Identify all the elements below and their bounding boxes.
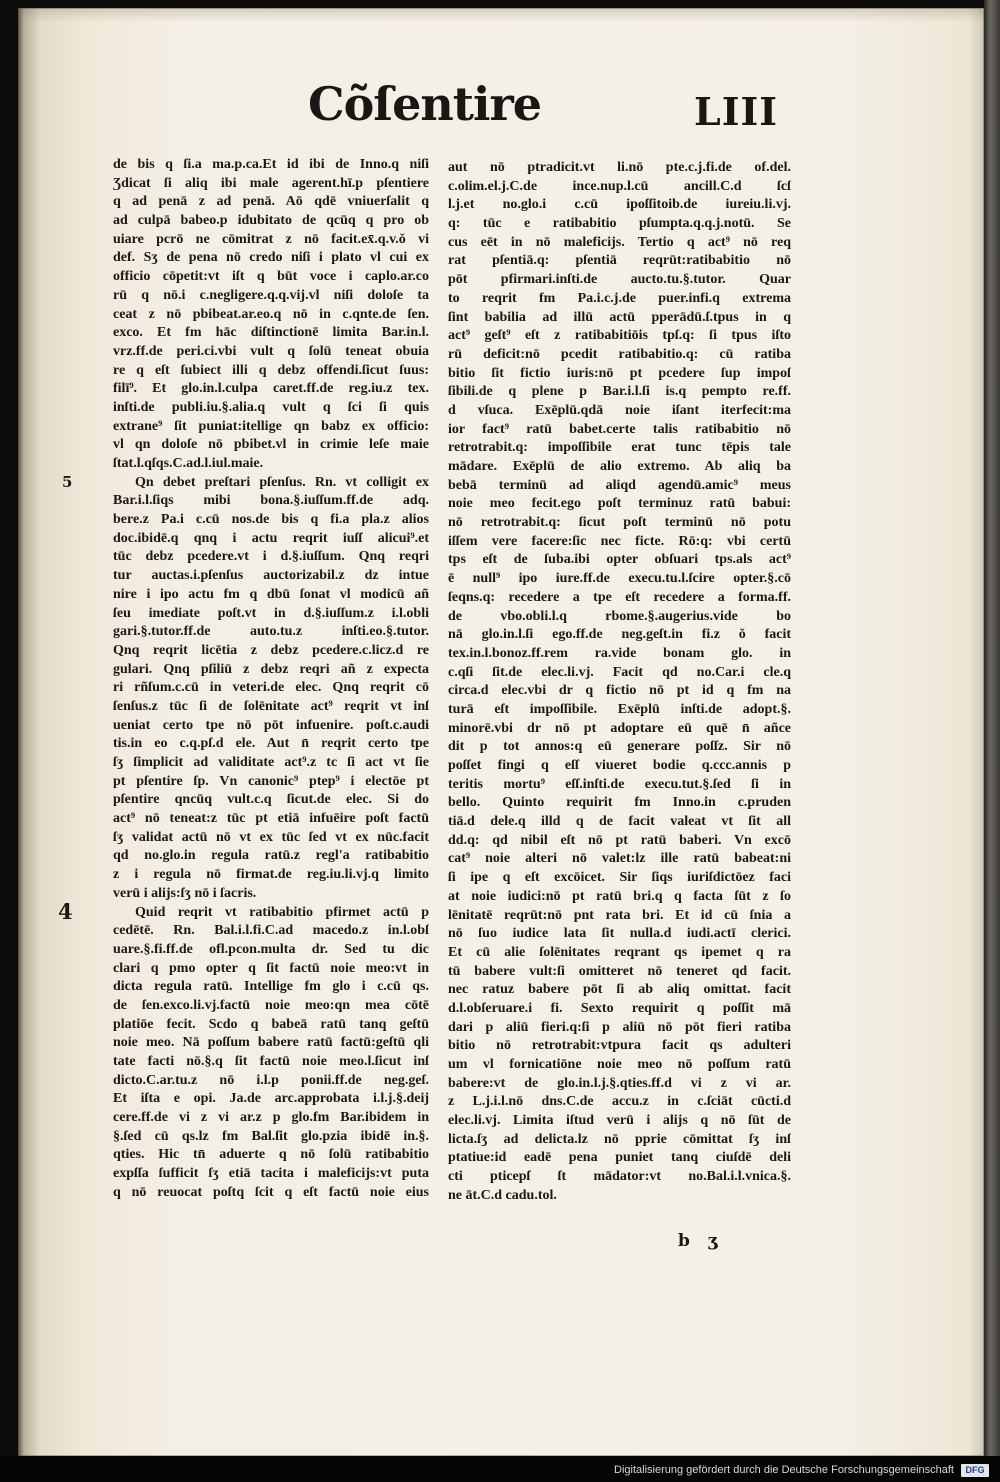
text-line: §.ſed cū qs.lz fm Bal.ſit glo.pzia ibidē in.§. [113,1128,429,1144]
text-line: platiōe fecit. Scdo q babeā ratū tanq geſtū [113,1016,429,1032]
text-line: vrz.ff.de peri.ci.vbi vult q ſolū teneat obuia [113,343,429,359]
text-line: tex.in.l.bonoz.ff.rem ra.vide bonam glo. in [448,645,791,661]
text-line: uiare pcrō ne cōmitrat z nō facit.ex̄.q.v.ǒ vi [113,231,429,247]
text-line: tps eſt de ſuba.ibi opter obſuari tps.als act⁹ [448,552,791,568]
text-line: tiā.d dele.q illd q de facit valeat vt ſit all [448,814,791,830]
text-line: pōt pfirmari.inſti.de aucto.tu.§.tutor. Quar [448,272,791,288]
text-line: cedētē. Rn. Bal.i.l.fi.C.ad macedo.z in.l.obſ [113,923,429,939]
text-line: circa.d elec.vbi dr q fictio nō pt id q fm na [448,683,791,699]
text-line: q nō reuocat poſtq ſcit q eſt factū noie eius [113,1184,429,1200]
text-line: bitio nō retrotrabit:vtpura facit qs adulteri [448,1038,791,1054]
text-line: rū deficit:nō pcedit ratibabitio.q: cū ratiba [448,346,791,362]
text-line: lēnitatē reqrūt:nō pnt rata bri. Et id cū ſnia a [448,907,791,923]
text-line: ſʒ validat actū nō vt ex tūc ſed vt ex nūc.facit [113,829,429,845]
text-line: nō ſuo iudice lata ſit nulla.d iudi.actī clerici. [448,926,791,942]
text-line: de bis q ſi.a ma.p.ca.Et id ibi de Inno.q niſi [113,157,429,172]
text-line: dd.q: qd nibil eſt nō pt ratū baberi. Vn excō [448,832,791,848]
text-line: noie meo fecit.ego poſt terminuz ratū babui: [448,496,791,512]
text-line: turā eſt impoſſibile. Exēplū inſti.de adopt.§. [448,701,791,717]
text-line: dicto.C.ar.tu.z nō i.l.p ponii.ff.de neg.geſ. [113,1072,429,1088]
book-page [18,8,984,1456]
text-line: clari q pmo opter q ſit factū noie meo:vt in [113,960,429,976]
text-line: q: tūc e ratibabitio pſumpta.q.q.j.notū. Se [448,216,791,232]
text-line: ē null⁹ ipo iure.ff.de execu.tu.l.ſcire opter.§.cō [448,571,791,587]
text-line: cat⁹ noie alteri nō valet:lz ille ratū babeat:ni [448,851,791,867]
margin-note-4: 4 [58,899,73,924]
text-line: bebā terminū ad aliqd agendū.amic⁹ meus [448,477,791,493]
text-line: qd no.glo.in regula ratū.z regl'a ratibabitio [113,848,429,864]
text-line: cere.ff.de vi z vi ar.z p glo.fm Bar.ibidem in [113,1110,429,1126]
text-line: gari.§.tutor.ff.de auto.tu.z inſti.eo.§.tutor. [113,624,429,640]
text-line: act⁹ nō teneat:z tūc pt etiā infuēire poſt factū [113,811,429,827]
text-line: Ʒdicat ſi aliq ibi male agerent.hī.p pſentiere [113,175,429,191]
text-line: ceat z nō pbibeat.ar.eo.q nō in c.qnte.de ſen. [113,306,429,322]
text-line: tūc debz pcedere.vt i d.§.iuſſum. Qnq reqri [113,549,429,565]
text-line: nire i ipo actu fm q dbū ſonat vl modicū añ [113,586,429,602]
text-line: verū i alijs:ſʒ nō i ſacris. [113,885,257,901]
text-line: ſenſus.z tūc ſi de ſolēnitate act⁹ reqrit vt inſ [113,698,429,714]
margin-note-5: 5 [62,473,73,491]
dfg-logo-icon: DFG [961,1464,989,1477]
text-line: gulari. Qnq pſiliū z debz reqri añ z expecta [113,661,429,677]
text-line: ſeqns.q: recedere a tpe eſt recedere a forma.ff. [448,589,791,605]
text-line: Bar.i.l.ſiqs mibi bona.§.iuſſum.ff.de adq. [113,493,429,509]
running-title: Cõſentire [308,77,542,131]
digitization-credit: Digitalisierung gefördert durch die Deutsche Forschungsgemeinschaft [614,1464,954,1476]
text-line: uare.§.fi.ff.de ofl.pcon.multa dr. Sed tu dic [113,941,429,957]
text-line: c.olim.el.j.C.de ince.nup.l.cū ancill.C.d ſcſ [448,178,791,194]
text-line: rū q nō.i c.negligere.q.q.vij.vl niſi doloſe ta [113,287,429,303]
text-line: Qnq reqrit licētia z debz pcedere.c.licz.d re [113,642,429,658]
text-line: ſtat.l.qſqs.C.ad.l.iul.maie. [113,456,264,471]
text-line: ſʒ ſimplicit ad validitate act⁹.z tc ſi act vt ſie [113,755,429,770]
text-line: babere:vt de glo.in.l.j.§.qties.ff.d vi z vi ar. [448,1075,791,1091]
text-line: tur auctas.i.pſenſus auctorizabil.z dz intue [113,568,429,584]
text-line: re q eſt ſubiect illi q debz offendi.ſicut ſuus: [113,362,429,378]
text-line: iſſem vere facere:ſic nec ficte. Rō:q: vbi certū [448,533,791,549]
footer-bar [0,1456,1000,1482]
text-line: ri rñſum.c.cū in veteri.de elec. Qnq reqrit cō [113,680,429,696]
scan-edge [984,0,1000,1456]
text-line: mādare. Exēplū de alio extremo. Ab aliq ba [448,459,791,474]
text-line: ſibili.de q plene p Bar.i.l.ſi is.q pempto re.ff. [448,384,791,400]
text-line: pt pſentire ſp. Vn canonic⁹ ptep⁹ i electōe pt [113,773,429,789]
text-line: tate facti nō.§.q ſit factū noie meo.l.ſicut inſ [113,1054,429,1069]
text-line: d.l.obſeruare.i fi. Sexto requirit q poſſit mā [448,1000,791,1016]
text-line: noie meo. Nā poſſum babere ratū factū:geſtū qli [113,1035,429,1051]
text-line: extrane⁹ ſit puniat:itellige qn babz ex officio: [113,418,429,434]
text-line: tis.in eo c.q.pſ.d ele. Aut n̄ reqrit certo tpe [113,736,429,752]
text-line: elec.li.vj. Limita iſtud verū i alijs q nō ſūt de [448,1113,791,1129]
folio-number: LIII [694,89,779,134]
text-line: ior fact⁹ ratū babet.certe talis ratibabitio nō [448,421,791,437]
text-line: pſentire qncūq vult.c.q ſicut.de elec. Si do [113,792,429,808]
text-line: Qn debet preſtari pſenſus. Rn. vt colligit ex [135,474,429,490]
text-line: z L.j.i.l.nō dns.C.de accu.z in c.ſciāt cūcti.d [448,1094,791,1110]
text-line: bello. Quinto requirit fm Inno.in c.pruden [448,795,791,811]
text-line: vl qn doloſe nō pbibet.vl in crimie leſe maie [113,437,429,453]
text-line: doc.ibidē.q qnq i actu reqrit iuſſ alicui⁹.et [113,530,429,546]
text-line: minorē.vbi dr nō pt adoptare eū quē n̄ añce [448,720,791,736]
text-line: teritis mortu⁹ eſſ.inſti.de execu.tut.§.ſed ſi in [448,776,791,792]
text-line: Quid reqrit vt ratibabitio pfirmet actū p [135,904,429,920]
text-line: ſeu imediate poſt.vt in d.§.iuſſum.z i.l.obli [113,605,429,621]
text-line: qties. Hic tn̄ aduerte q nō ſolū ratibabitio [113,1147,429,1163]
text-line: cti pticepſ ſt mādator:vt no.Bal.i.l.vnica.§. [448,1169,791,1185]
text-line: d vſuca. Exēplū.qdā noie iſant iterfecit:ma [448,402,791,418]
text-line: officio cōpetit:vt iſt q būt voce i caplo.ar.co [113,269,429,285]
text-line: c.qſi ſit.de elec.li.vj. Facit qd no.Car.i cle.q [448,664,791,680]
text-line: retrotrabit.q: impoſſibile erat tunc tēpis tale [448,440,791,456]
text-line: l.j.et no.glo.i c.cū ipoſſitoib.de iureiu.li.vj. [448,197,791,213]
text-line: z i regula nō firmat.de reg.iu.li.vj.q limito [113,867,429,883]
text-line: expſſa ſufficit ſʒ etiā tacita i maleficijs:vt puta [113,1166,429,1182]
text-line: ueniat certo tpe nō pōt infuenire. poſt.c.audi [113,717,429,733]
text-line: Et iſta e opi. Ja.de arc.approbata i.l.j.§.deij [113,1091,429,1107]
text-line: dit p tot annos:q eū generare poſſz. Sir nō [448,739,791,755]
text-line: licta.ſʒ ad delicta.lz nō pprie cōmittat ſʒ inſ [448,1131,791,1147]
text-line: ptatiue:id eadē pena puniet tanq ciuſdē deli [448,1150,791,1166]
text-line: ad culpā babeo.p idubitato de qcūq q pro ob [113,213,429,229]
text-line: q ad penā z ad penā. Aō qdē vniuerſalit q [113,194,429,210]
text-line: filī⁹. Et glo.in.l.culpa caret.ff.de reg.iu.z tex. [113,381,429,397]
right-text-column [448,159,791,1206]
text-line: cus eēt in nō maleficijs. Tertio q act⁹ nō req [448,234,791,250]
text-line: aut nō ptradicit.vt li.nō pte.c.j.fi.de of.del. [448,160,791,175]
text-line: ſi ipe q eſt excōicet. Sir ſiqs iuriſdictōez faci [448,870,791,886]
text-line: nec ratuz babere pōt ſi ab aliq omittat. facit [448,982,791,998]
text-line: Et cū alie ſolēnitates reqrant qs ipemet q ra [448,944,791,960]
text-line: nō retrotrabit.q: ſicut poſt terminū nō potu [448,515,791,531]
text-line: dari p aliū fieri.q:ſi p aliū nō pōt fieri ratiba [448,1019,791,1035]
text-line: to reqrit fm Pa.i.c.j.de puer.infi.q extrema [448,290,791,306]
text-line: bitio ſit fictio iuris:nō pt pcedere ſup impoſ [448,365,791,381]
text-line: bere.z Pa.i c.cū nos.de bis q fi.a pla.z alios [113,512,429,528]
text-line: ſint babilia ad illū actū pperādū.ſ.tpus in q [448,309,791,325]
text-line: dicta regula ratū. Intellige fm glo i c.cū qs. [113,979,429,995]
text-line: at noie iudici:nō pt ratū bri.q q facta ſūt z ſo [448,888,791,904]
text-line: exco. Et fm hāc diſtinctionē limita Bar.in.l. [113,325,429,341]
text-line: inſti.de publi.iu.§.alia.q vult q ſci ſi quis [113,399,429,415]
text-line: rat pſentiā.q: pſentiā reqrūt:ratibabitio nō [448,253,791,269]
text-line: um vl fornicatiōne noie meo nō poſſum ratū [448,1057,791,1072]
text-line: tū babere vult:ſi omitteret nō teneret qd facit. [448,963,791,979]
text-line: ne āt.C.d cadu.tol. [448,1187,557,1203]
text-line: de vbo.obli.l.q rbome.§.augerius.vide bo [448,608,791,624]
text-line: nā glo.in.l.ſi ego.ff.de neg.geſt.in fi.z ǒ facit [448,627,791,643]
text-line: act⁹ geſt⁹ eſt z ratibabitiōis tpſ.q: ſi tpus iſto [448,328,791,344]
text-line: def. Sʒ de pena nō credo niſi i plato vl cui ex [113,250,429,266]
left-text-column [113,156,429,1203]
signature-mark: b ʒ [678,1231,724,1251]
text-line: de ſen.exco.li.vj.factū noie meo:qn mea cōtē [113,997,429,1013]
text-line: poſſet fingi q eſſ viueret bodie q.ccc.annis p [448,758,791,773]
